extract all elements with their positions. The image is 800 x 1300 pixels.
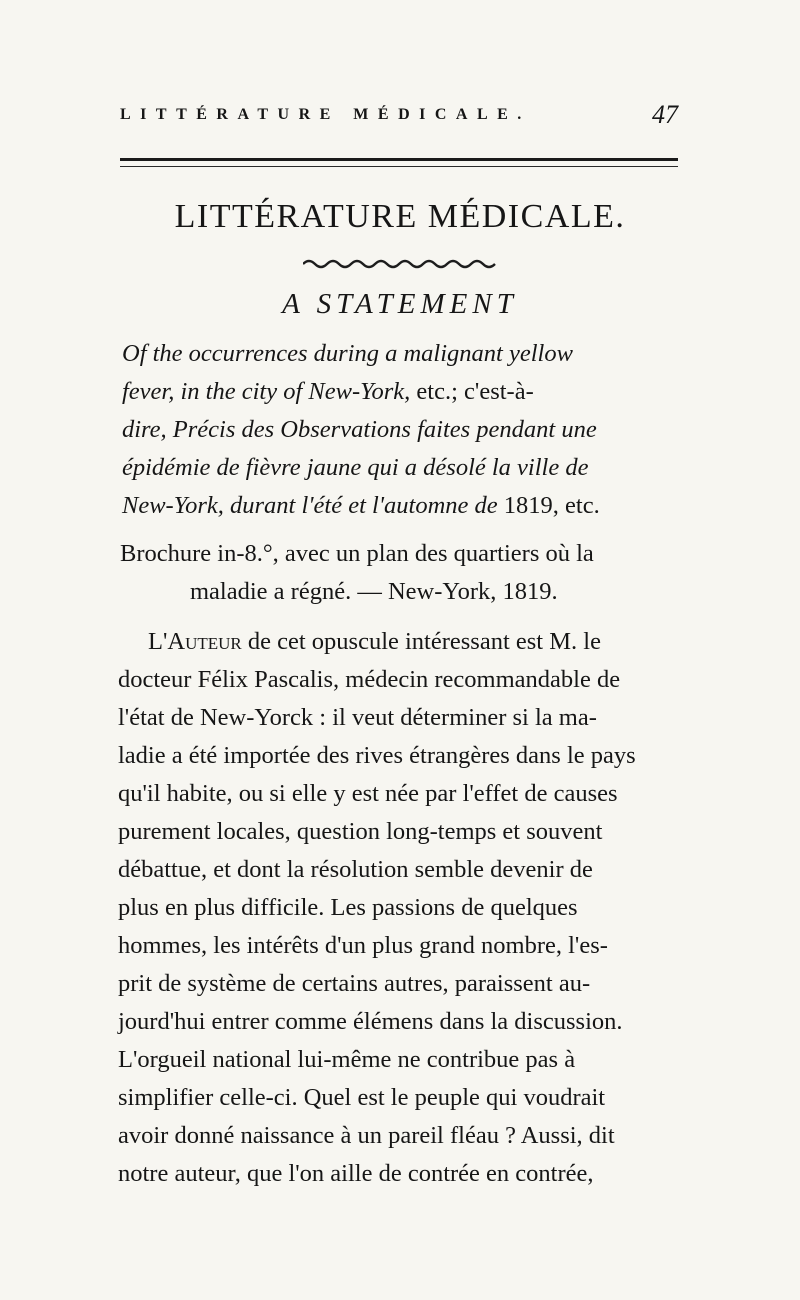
body-line: docteur Félix Pascalis, médecin recommandable de (118, 666, 621, 693)
body-line: l'état de New-Yorck : il veut déterminer si la ma- (118, 704, 597, 731)
body-line: prit de système de certains autres, paraissent au- (118, 970, 591, 997)
body-line: plus en plus difficile. Les passions de quelques (118, 894, 578, 921)
body-line: jourd'hui entrer comme élémens dans la discussion. (118, 1008, 623, 1035)
subtitle-line: dire, Précis des Observations faites pendant une (122, 416, 597, 443)
body-line: L'orgueil national lui-même ne contribue pas à (118, 1046, 576, 1073)
brochure-line: Brochure in-8.°, avec un plan des quartiers où la (120, 540, 594, 567)
header-rule-thick (120, 158, 678, 161)
subtitle-line: épidémie de fièvre jaune qui a désolé la ville de (122, 454, 589, 481)
subtitle-line-italic: fever, in the city of New-York, (122, 378, 411, 405)
body-line: simplifier celle-ci. Quel est le peuple qui voudrait (118, 1084, 606, 1111)
body-line-text: de cet opuscule intéressant est M. le (241, 628, 601, 655)
statement-title: A STATEMENT (282, 288, 518, 320)
body-line (148, 628, 601, 656)
brochure-line: maladie a régné. — New-York, 1819. (190, 578, 558, 605)
subtitle-line-upright: 1819, etc. (497, 492, 600, 519)
subtitle-line-upright: etc.; c'est-à- (410, 378, 534, 405)
wave-ornament-divider (303, 258, 499, 270)
section-title: LITTÉRATURE MÉDICALE. (174, 198, 626, 235)
body-line: débattue, et dont la résolution semble devenir de (118, 856, 593, 883)
page-number: 47 (652, 100, 678, 129)
header-rule-thin (120, 166, 678, 167)
body-line: ladie a été importée des rives étrangères dans le pays (118, 742, 636, 769)
body-line: hommes, les intérêts d'un plus grand nombre, l'es- (118, 932, 608, 959)
subtitle-line (122, 492, 600, 520)
subtitle-line: Of the occurrences during a malignant yellow (122, 340, 573, 367)
body-line: qu'il habite, ou si elle y est née par l'effet de causes (118, 780, 618, 807)
body-line: purement locales, question long-temps et souvent (118, 818, 603, 845)
subtitle-line-italic: New-York, durant l'été et l'automne de (122, 492, 498, 519)
running-head (120, 100, 680, 140)
running-head-title: LITTÉRATURE MÉDICALE. (120, 106, 531, 123)
body-line: avoir donné naissance à un pareil fléau ? Aussi, dit (118, 1122, 615, 1149)
subtitle-line (122, 378, 534, 406)
body-line: notre auteur, que l'on aille de contrée en contrée, (118, 1160, 594, 1187)
body-first-word: L'Auteur (148, 628, 242, 655)
